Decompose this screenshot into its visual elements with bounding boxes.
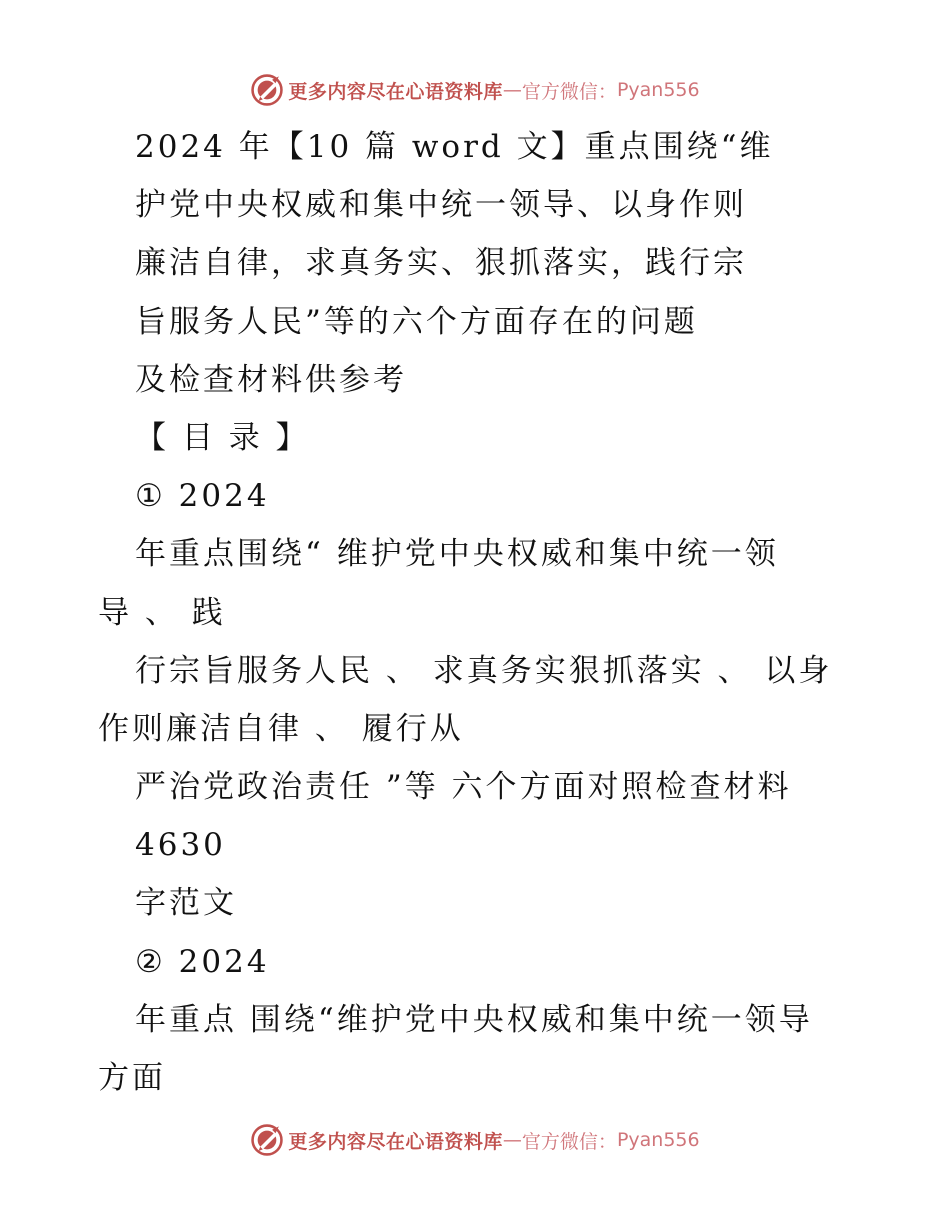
- banner-lead-text: 更多内容尽在心语资料库: [288, 1130, 503, 1153]
- text-line: 行宗旨服务人民 、 求真务实狠抓落实 、 以身: [135, 652, 833, 689]
- footer-watermark-banner: [0, 1120, 950, 1160]
- document-body: [98, 118, 858, 1107]
- banner-wechat-label: 官方微信：: [521, 80, 617, 103]
- text-line: 字范文: [135, 885, 237, 922]
- text-line: 及检查材料供参考: [135, 361, 407, 398]
- text-line: 年重点 围绕“维护党中央权威和集中统一领导: [135, 1001, 813, 1038]
- text-line: 严治党政治责任 ”等 六个方面对照检查材料: [135, 769, 792, 806]
- text-line: 旨服务人民”等的六个方面存在的问题: [135, 303, 698, 340]
- text-line: 导 、 践: [98, 594, 226, 631]
- text-line: 年重点围绕“ 维护党中央权威和集中统一领: [135, 536, 779, 573]
- toc-item-number: ① 2024: [135, 478, 270, 515]
- text-line: 2024 年【10 篇 word 文】重点围绕“维: [135, 129, 774, 165]
- text-line: 作则廉洁自律 、 履行从: [98, 710, 464, 747]
- toc-heading: 【 目 录 】: [135, 419, 310, 456]
- banner-dash: —: [502, 1129, 522, 1151]
- text-line: 4630: [135, 827, 226, 864]
- banner-wechat-handle: Pyan556: [616, 1129, 700, 1151]
- text-line: 护党中央权威和集中统一领导、以身作则: [135, 187, 747, 224]
- pen-logo-icon: [250, 1123, 284, 1157]
- banner-wechat-label: 官方微信：: [521, 1130, 617, 1153]
- text-line: 方面: [98, 1060, 166, 1096]
- banner-lead-text: 更多内容尽在心语资料库: [288, 80, 503, 103]
- pen-logo-icon: [250, 73, 284, 107]
- banner-dash: —: [502, 79, 522, 101]
- text-line: 廉洁自律，求真务实、狠抓落实，践行宗: [135, 245, 747, 282]
- banner-wechat-handle: Pyan556: [616, 79, 700, 101]
- header-watermark-banner: [0, 70, 950, 110]
- toc-item-number: ② 2024: [135, 943, 270, 980]
